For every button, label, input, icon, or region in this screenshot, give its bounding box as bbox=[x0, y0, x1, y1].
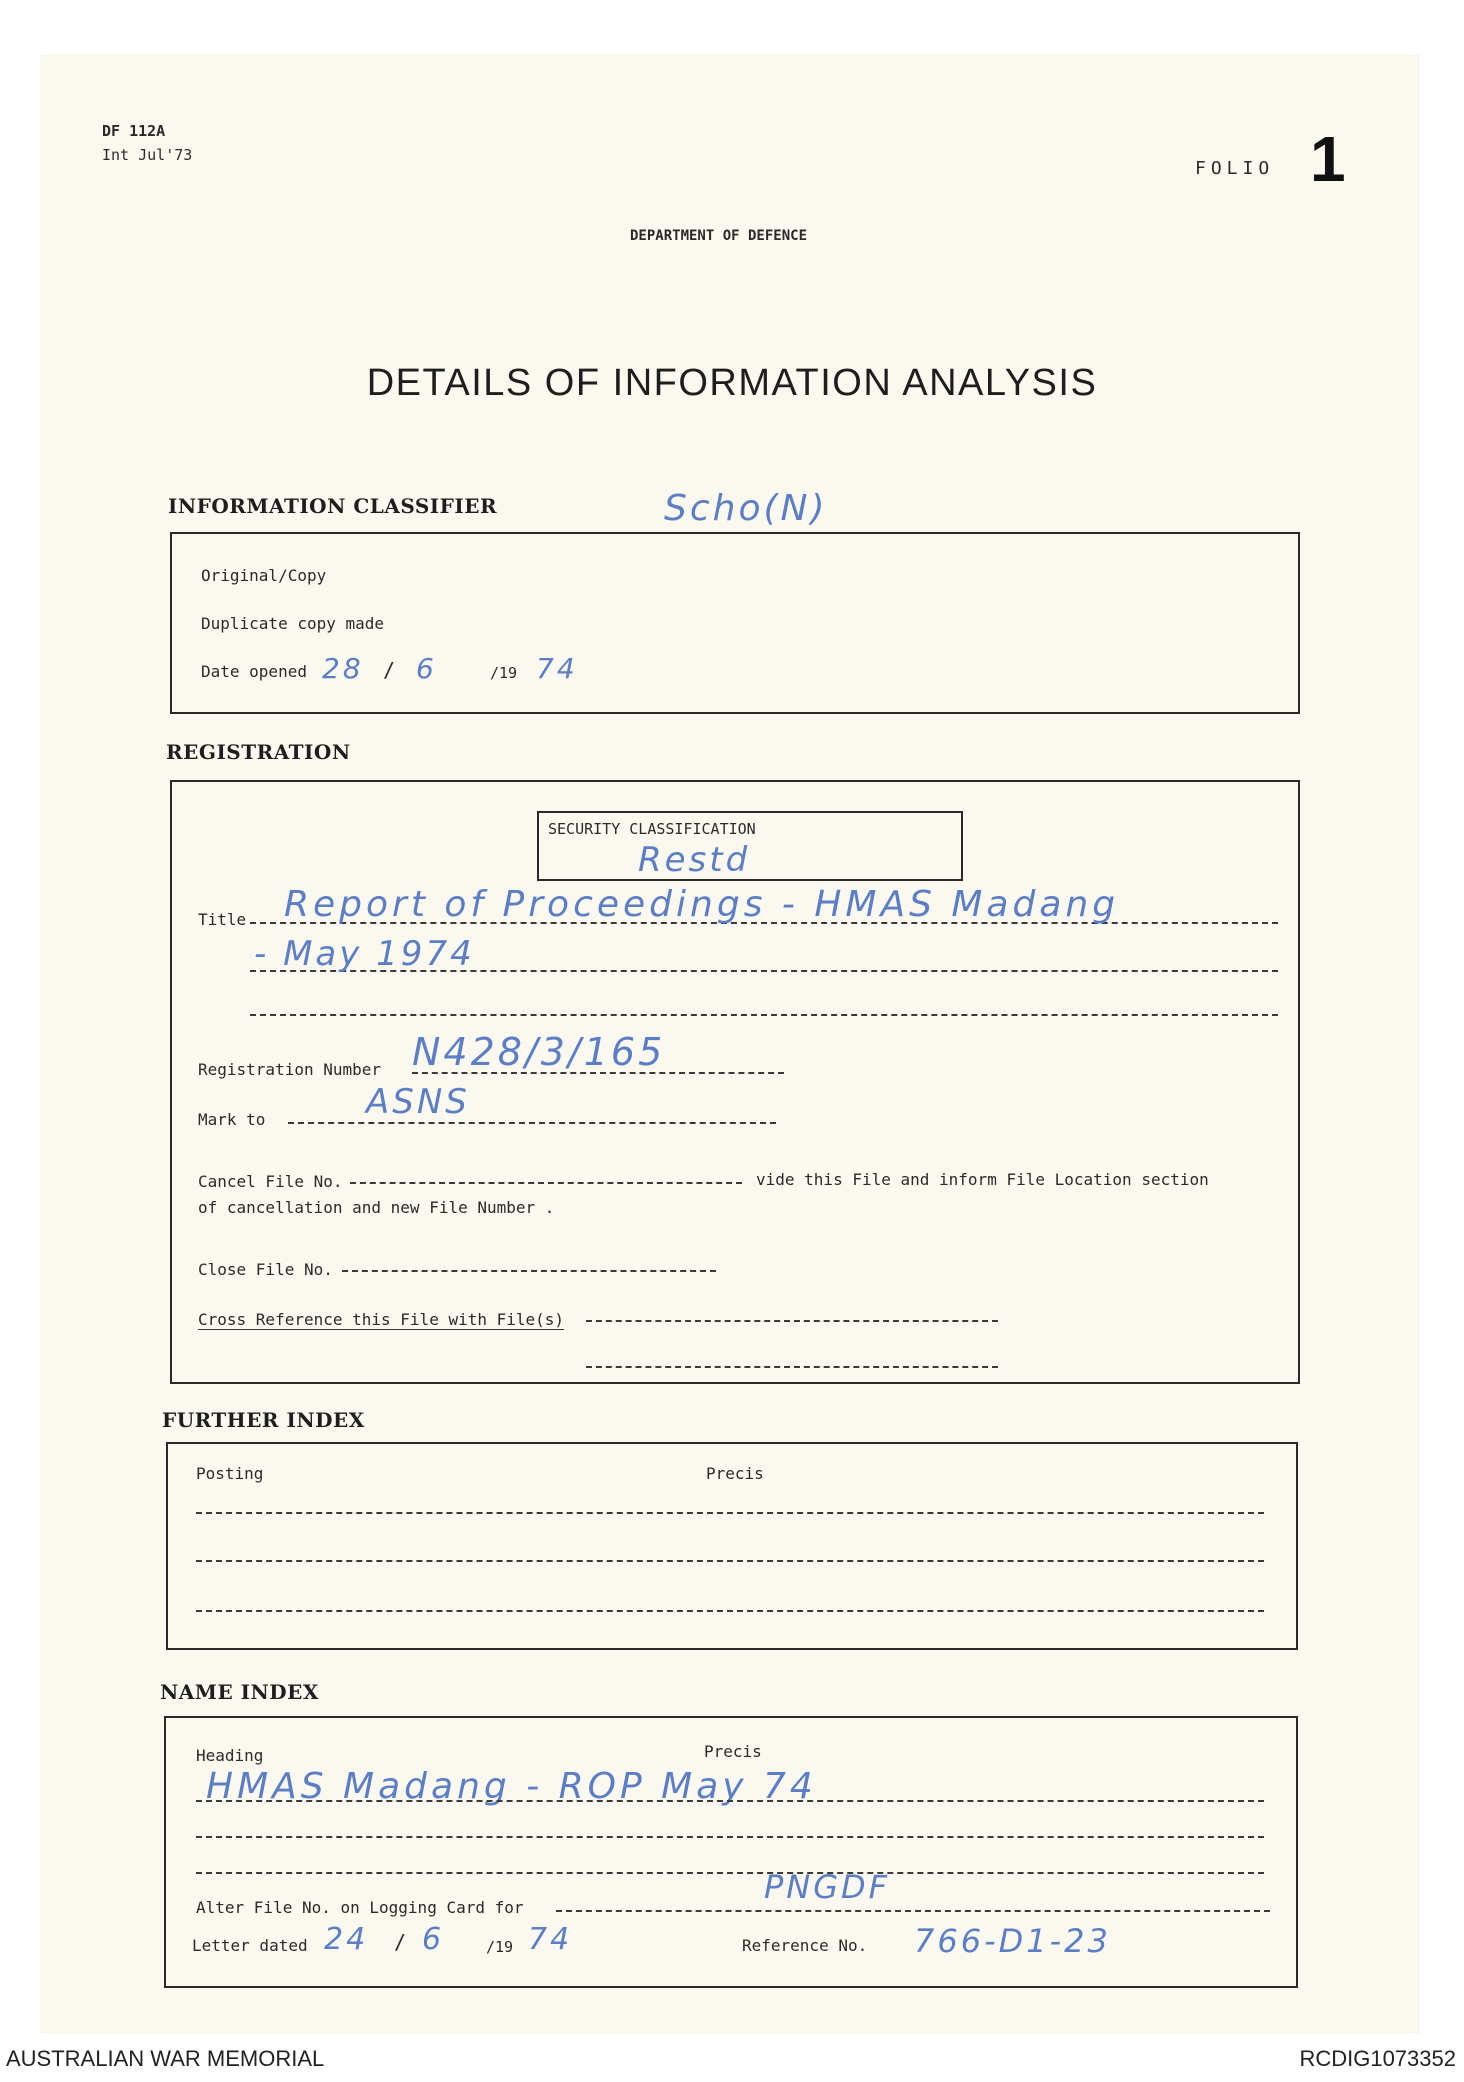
cancel-file-instruction: vide this File and inform File Location section bbox=[756, 1170, 1209, 1189]
letter-dated-year-prefix: /19 bbox=[486, 1938, 514, 1956]
date-opened-month: 6 bbox=[416, 652, 437, 685]
date-opened-year: 74 bbox=[536, 652, 578, 685]
further-index-heading: FURTHER INDEX bbox=[162, 1408, 365, 1432]
cancel-file-label: Cancel File No. bbox=[198, 1172, 343, 1191]
name-index-entry: HMAS Madang - ROP May 74 bbox=[206, 1766, 817, 1807]
form-code: DF 112A bbox=[102, 122, 166, 140]
security-classification-label: SECURITY CLASSIFICATION bbox=[548, 820, 756, 838]
reference-no-label: Reference No. bbox=[742, 1936, 868, 1955]
heading-label: Heading bbox=[196, 1746, 264, 1765]
mark-to-label: Mark to bbox=[198, 1110, 266, 1129]
folio-label: FOLIO bbox=[1195, 158, 1275, 179]
title-line-1: Report of Proceedings - HMAS Madang bbox=[284, 884, 1120, 925]
footer-archive-name: AUSTRALIAN WAR MEMORIAL bbox=[6, 2046, 325, 2071]
duplicate-copy-label: Duplicate copy made bbox=[201, 614, 385, 633]
document-title: DETAILS OF INFORMATION ANALYSIS bbox=[366, 362, 1098, 404]
title-label: Title bbox=[198, 910, 247, 929]
posting-label: Posting bbox=[196, 1464, 264, 1483]
footer-record-id: RCDIG1073352 bbox=[1299, 2046, 1456, 2071]
further-precis-label: Precis bbox=[706, 1464, 764, 1483]
name-precis-label: Precis bbox=[704, 1742, 762, 1761]
registration-number-label: Registration Number bbox=[198, 1060, 382, 1079]
folio-number: 1 bbox=[1310, 123, 1346, 195]
letter-dated-year: 74 bbox=[528, 1922, 573, 1957]
mark-to-value: ASNS bbox=[366, 1082, 470, 1122]
original-copy-label: Original/Copy bbox=[201, 566, 327, 585]
security-classification-value: Restd bbox=[638, 840, 751, 880]
title-line-2: - May 1974 bbox=[254, 934, 475, 974]
letter-dated-label: Letter dated bbox=[192, 1936, 308, 1955]
close-file-label: Close File No. bbox=[198, 1260, 333, 1279]
form-date: Int Jul'73 bbox=[102, 146, 193, 164]
letter-dated-day: 24 bbox=[324, 1922, 369, 1957]
letter-dated-month: 6 bbox=[422, 1922, 445, 1957]
date-opened-day: 28 bbox=[322, 652, 364, 685]
department-name: DEPARTMENT OF DEFENCE bbox=[630, 228, 808, 244]
alter-file-value: PNGDF bbox=[764, 1868, 891, 1906]
registration-number-value: N428/3/165 bbox=[412, 1030, 666, 1074]
classifier-heading: INFORMATION CLASSIFIER bbox=[168, 494, 498, 518]
cancel-file-instruction-2: of cancellation and new File Number . bbox=[198, 1198, 555, 1217]
alter-file-label: Alter File No. on Logging Card for bbox=[196, 1898, 524, 1917]
classifier-value: Scho(N) bbox=[664, 488, 828, 529]
cross-reference-label: Cross Reference this File with File(s) bbox=[198, 1310, 565, 1329]
registration-heading: REGISTRATION bbox=[166, 740, 351, 764]
name-index-heading: NAME INDEX bbox=[160, 1680, 319, 1704]
date-opened-year-prefix: /19 bbox=[490, 664, 518, 682]
date-opened-label: Date opened bbox=[201, 662, 307, 681]
reference-no-value: 766-D1-23 bbox=[914, 1922, 1111, 1960]
